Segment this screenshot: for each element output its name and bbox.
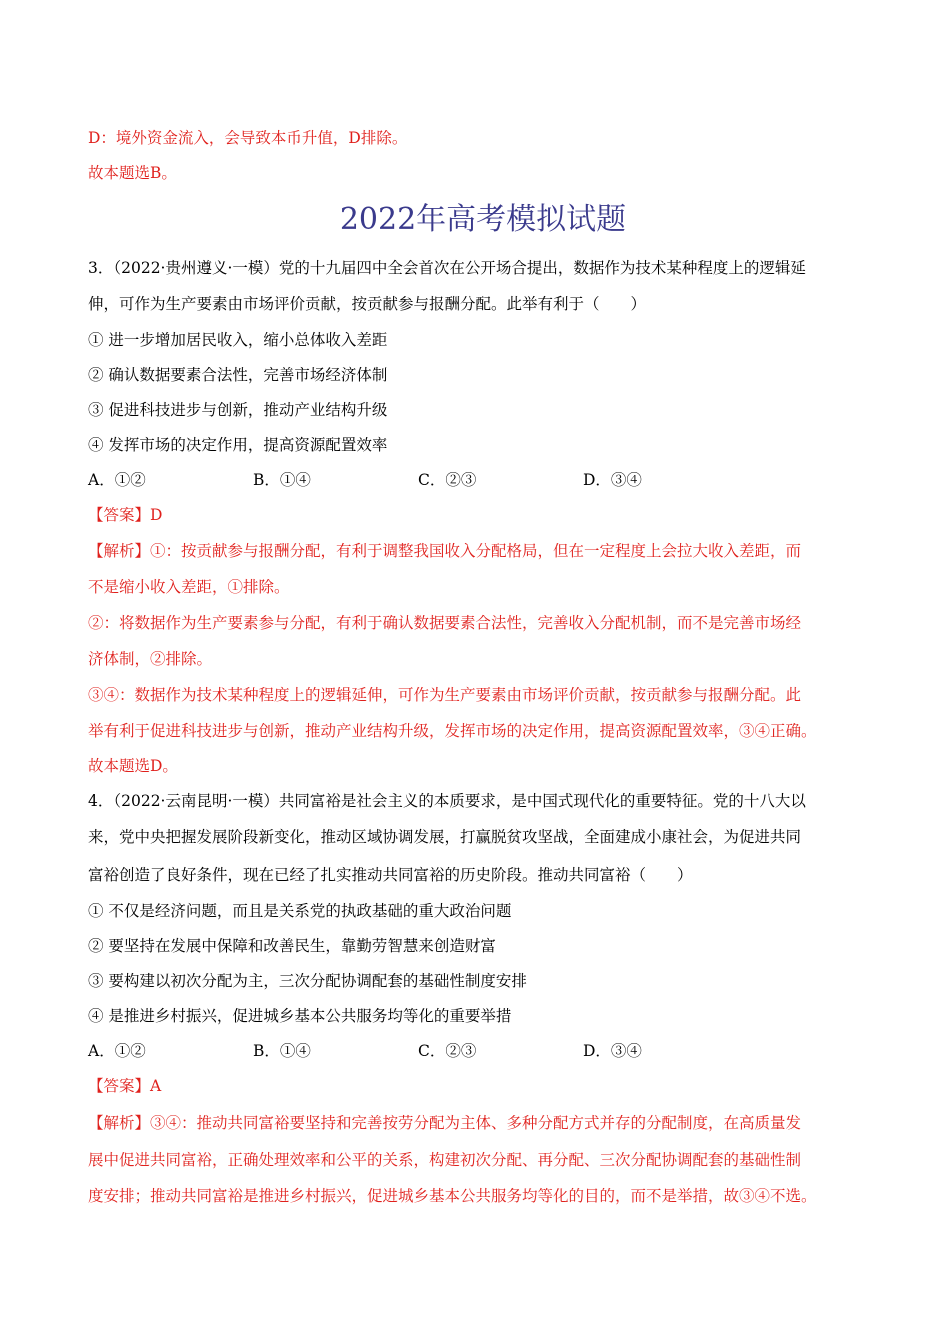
q3-option-c: C．②③ [418,471,477,489]
q3-option-d: D．③④ [583,471,642,489]
q4-analysis-line-3: 度安排；推动共同富裕是推进乡村振兴，促进城乡基本公共服务均等化的目的，而不是举措，故③④不选。 [88,1187,817,1205]
q4-analysis-line-2: 展中促进共同富裕，正确处理效率和公平的关系，构建初次分配、再分配、三次分配协调配套的基础性制 [88,1151,802,1169]
q3-analysis-line-1: 【解析】①：按贡献参与报酬分配，有利于调整我国收入分配格局，但在一定程度上会拉大收入差距，而 [88,542,802,560]
q4-answer-label: 【答案】 [88,1077,151,1095]
q3-analysis-line-4: 济体制，②排除。 [88,650,213,668]
q4-option-b: B．①④ [253,1042,311,1060]
q4-stem-line-1: 4．（2022·云南昆明·一模）共同富裕是社会主义的本质要求，是中国式现代化的重要特征。党的十八大以 [88,792,806,810]
q4-answer [88,1075,878,1097]
q3-analysis-line-6: 举有利于促进科技进步与创新，推动产业结构升级，发挥市场的决定作用，提高资源配置效率，③④正确。 [88,722,817,740]
q3-item-1: ① 进一步增加居民收入，缩小总体收入差距 [88,331,388,349]
q3-stem-line-2: 伸，可作为生产要素由市场评价贡献，按贡献参与报酬分配。此举有利于（ ） [88,295,647,313]
q3-analysis-line-2: 不是缩小收入差距，①排除。 [88,578,290,596]
q4-stem-line-3: 富裕创造了良好条件，现在已经了扎实推动共同富裕的历史阶段。推动共同富裕（ ） [88,866,693,884]
q3-answer-label: 【答案】 [88,506,151,524]
q4-item-4: ④ 是推进乡村振兴，促进城乡基本公共服务均等化的重要举措 [88,1007,512,1025]
q4-analysis-line-1: 【解析】③④：推动共同富裕要坚持和完善按劳分配为主体、多种分配方式并存的分配制度，在高质量发 [88,1114,802,1132]
q3-option-a: A．①② [88,471,146,489]
q3-stem-line-1: 3．（2022·贵州遵义·一模）党的十九届四中全会首次在公开场合提出，数据作为技术某种程度上的逻辑延 [88,259,806,277]
prev-conclusion-line: 故本题选B。 [88,164,177,182]
q3-analysis-line-3: ②：将数据作为生产要素参与分配，有利于确认数据要素合法性，完善收入分配机制，而不是完善市场经 [88,614,802,632]
q4-option-c: C．②③ [418,1042,477,1060]
q4-item-1: ① 不仅是经济问题，而且是关系党的执政基础的重大政治问题 [88,902,512,920]
q3-analysis-line-5: ③④：数据作为技术某种程度上的逻辑延伸，可作为生产要素由市场评价贡献，按贡献参与报酬分配。此 [88,686,802,704]
q3-item-3: ③ 促进科技进步与创新，推动产业结构升级 [88,401,388,419]
q4-stem-line-2: 来，党中央把握发展阶段新变化，推动区域协调发展，打赢脱贫攻坚战，全面建成小康社会，为促进共同 [88,828,802,846]
q3-item-4: ④ 发挥市场的决定作用，提高资源配置效率 [88,436,388,454]
q3-option-b: B．①④ [253,471,311,489]
q4-option-a: A．①② [88,1042,146,1060]
q4-answer-value: A [150,1077,162,1095]
q3-item-2: ② 确认数据要素合法性，完善市场经济体制 [88,366,388,384]
q3-analysis-line-7: 故本题选D。 [88,757,178,775]
q4-option-d: D．③④ [583,1042,642,1060]
section-title: 2022年高考模拟试题 [339,202,627,237]
prev-answer-line: D：境外资金流入，会导致本币升值，D排除。 [88,129,408,147]
q3-answer-value: D [150,506,163,524]
q4-item-3: ③ 要构建以初次分配为主，三次分配协调配套的基础性制度安排 [88,972,527,990]
q3-answer [88,504,878,526]
q4-item-2: ② 要坚持在发展中保障和改善民生，靠勤劳智慧来创造财富 [88,937,496,955]
